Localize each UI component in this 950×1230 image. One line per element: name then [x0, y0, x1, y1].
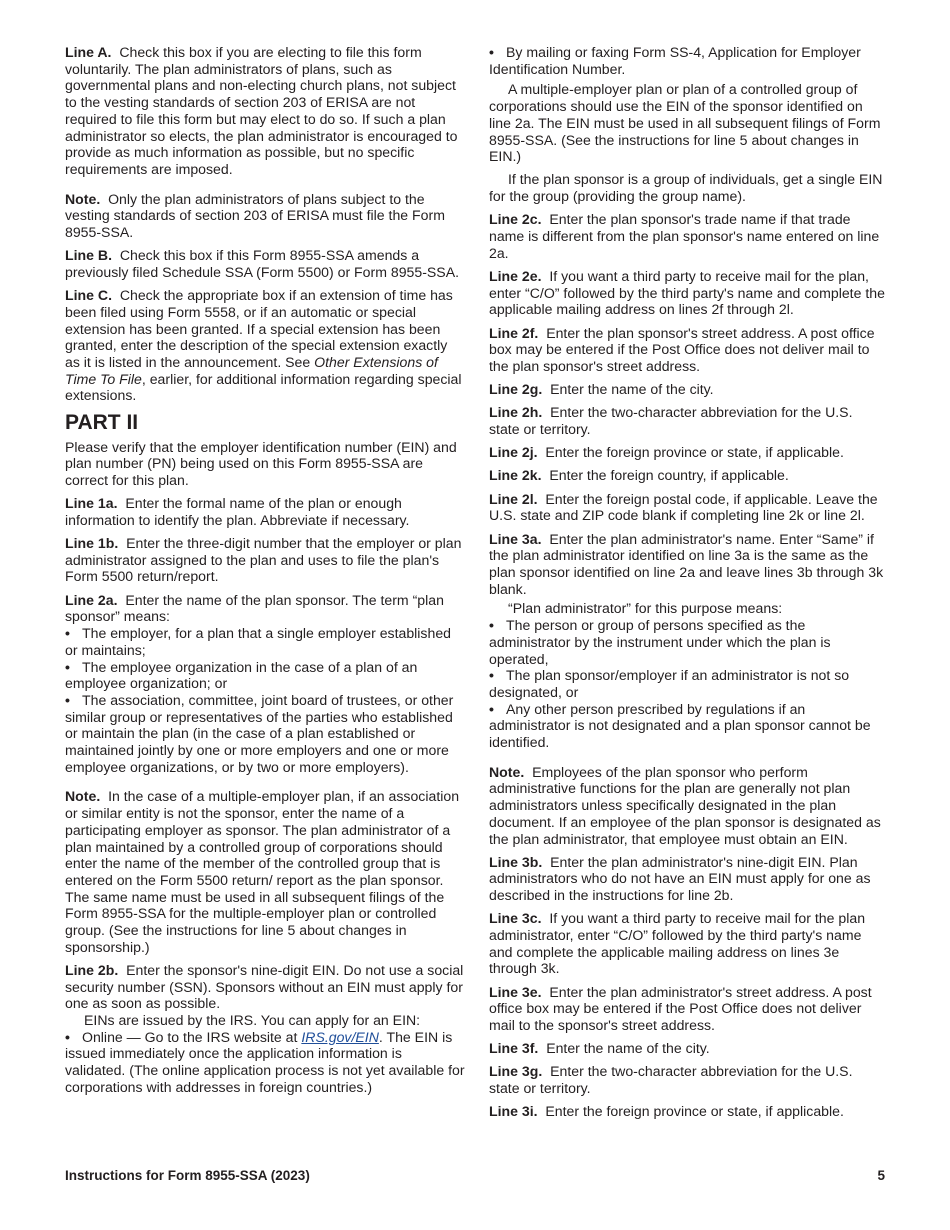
line-c: Line C. Check the appropriate box if an extension of time has been filed using Form 5558, or if an automatic or special extension has been granted. If a special extension has been granted, enter the description of the special extension exactly as it is listed in the announcement. See Other Extensions of Time To File, earlier, for additional information regarding special extensions.	[65, 287, 462, 404]
bullet-icon: •	[65, 1028, 70, 1045]
line-3b: Line 3b. Enter the plan administrator's nine-digit EIN. Plan administrators who do not have an EIN must apply for one as described in the instructions for line 2b.	[489, 853, 871, 904]
line-2c: Line 2c. Enter the plan sponsor's trade name if that trade name is different from the plan sponsor's name entered on line 2a.	[489, 211, 880, 261]
line-2a-bullet: • The employer, for a plan that a single employer established or maintains;	[65, 625, 451, 658]
ein-intro: EINs are issued by the IRS. You can apply for an EIN:	[84, 1012, 421, 1029]
line-2j: Line 2j. Enter the foreign province or state, if applicable.	[489, 444, 844, 461]
line-3a-bullet: • The person or group of persons specified as the administrator by the instrument under which the plan is operated,	[489, 617, 831, 667]
line-3a: Line 3a. Enter the plan administrator's name. Enter “Same” if the plan administrator identified on line 3a is the same as the plan sponsor identified on line 2a and leave lines 3b through 3k blank.	[489, 530, 884, 597]
page-footer	[65, 1168, 885, 1183]
line-2a-bullet: • The employee organization in the case of a plan of an employee organization; or	[65, 658, 418, 692]
line-2a: Line 2a. Enter the name of the plan sponsor. The term “plan sponsor” means:	[65, 591, 444, 625]
line-2k: Line 2k. Enter the foreign country, if applicable.	[489, 467, 789, 484]
ein-mail-bullet: • By mailing or faxing Form SS-4, Application for Employer Identification Number.	[489, 44, 861, 77]
part-ii-heading: PART II	[65, 410, 139, 434]
line-1a: Line 1a. Enter the formal name of the plan or enough information to identify the plan. Abbreviate if necessary.	[65, 495, 410, 528]
group-text: If the plan sponsor is a group of individuals, get a single EIN for the group (providing the group name).	[489, 171, 883, 205]
left-column	[65, 44, 465, 1096]
irs-ein-link[interactable]: IRS.gov/EIN	[301, 1028, 379, 1045]
line-2g: Line 2g. Enter the name of the city.	[489, 381, 714, 398]
line-3f: Line 3f. Enter the name of the city.	[489, 1040, 710, 1057]
line-3a-bullet: • The plan sponsor/employer if an administrator is not so designated, or	[489, 667, 850, 700]
note-3: Note. Employees of the plan sponsor who perform administrative functions for the plan are generally not plan administrators unless specifically designated in the plan document. If an employee of the plan sponsor is designated as the plan administrator, that employee must obtain an EIN.	[489, 763, 881, 847]
bullet-icon: •	[489, 44, 494, 60]
page-number: 5	[877, 1168, 885, 1183]
note-2: Note. In the case of a multiple-employer plan, if an association or similar entity is not the sponsor, enter the name of a participating employer as sponsor. The plan administrator of a plan maintained by a controlled group of corporations should enter the name of the member of the controlled group that is entered on the Form 5500 return/ report as the plan sponsor. The same name must be used in all subsequent filings of the Form 8955-SSA for the multiple-employer plan or controlled group. (See the instructions for line 5 about changes in sponsorship.)	[65, 788, 460, 955]
line-2a-bullet: • The association, committee, joint board of trustees, or other similar group or representatives of the parties who established or maintain the plan (in the case of a plan established or maintained jointly by one or more employers and one or more employee organizations, or by two or more employers).	[65, 691, 454, 775]
bullet-icon: •	[489, 700, 494, 717]
line-2e: Line 2e. If you want a third party to receive mail for the plan, enter “C/O” followed by the third party's name and complete the applicable mailing address on lines 2f through 2l.	[489, 267, 885, 318]
line-a: Line A. Check this box if you are electing to file this form voluntarily. The plan administrators of plans, such as governmental plans and non-electing church plans, not subject to the vesting standards of section 203 of ERISA are not required to file this form but may elect to do so. If such a plan administrator so elects, the plan administrator is encouraged to provide as much information as possible, but no specific requirements are imposed.	[65, 44, 458, 177]
multi-employer-text: A multiple-employer plan or plan of a controlled group of corporations should use the EIN of the sponsor identified on line 2a. The EIN must be used in all subsequent filings of Form 8955-SSA. (See the instructions for line 5 about changes in EIN.)	[489, 81, 881, 165]
bullet-icon: •	[65, 625, 70, 642]
line-2l: Line 2l. Enter the foreign postal code, if applicable. Leave the U.S. state and ZIP code blank if completing line 2k or line 2l.	[489, 490, 878, 524]
part-ii-intro: Please verify that the employer identification number (EIN) and plan number (PN) being used on this Form 8955-SSA are correct for this plan.	[65, 438, 457, 488]
line-b: Line B. Check this box if this Form 8955-SSA amends a previously filed Schedule SSA (Form 5500) or Form 8955-SSA.	[65, 247, 460, 280]
right-column	[489, 44, 886, 1127]
line-3c: Line 3c. If you want a third party to receive mail for the plan administrator, enter “C/O” followed by the third party's name and complete the applicable mailing address on lines 3e through 3k.	[489, 910, 866, 977]
plan-administrator-means: “Plan administrator” for this purpose means:	[508, 600, 783, 617]
line-2h: Line 2h. Enter the two-character abbreviation for the U.S. state or territory.	[489, 404, 853, 438]
bullet-icon: •	[489, 667, 494, 684]
line-3g: Line 3g. Enter the two-character abbreviation for the U.S. state or territory.	[489, 1063, 853, 1097]
footer-title: Instructions for Form 8955-SSA (2023)	[65, 1168, 310, 1183]
line-1b: Line 1b. Enter the three-digit number that the employer or plan administrator assigned to the plan and uses to file the plan's Form 5500 return/report.	[65, 535, 462, 585]
note-1: Note. Only the plan administrators of plans subject to the vesting standards of section 203 of ERISA must file the Form 8955-SSA.	[65, 190, 445, 241]
line-3i: Line 3i. Enter the foreign province or state, if applicable.	[489, 1103, 844, 1120]
line-3a-bullet: • Any other person prescribed by regulations if an administrator is not designated and a plan sponsor cannot be identified.	[489, 700, 871, 751]
bullet-icon: •	[65, 691, 70, 708]
bullet-icon: •	[65, 658, 70, 675]
bullet-icon: •	[489, 617, 494, 634]
line-2f: Line 2f. Enter the plan sponsor's street address. A post office box may be entered if the Post Office does not deliver mail to the plan sponsor's street address.	[489, 324, 875, 374]
line-2b: Line 2b. Enter the sponsor's nine-digit EIN. Do not use a social security number (SSN). Sponsors without an EIN must apply for one as soon as possible.	[65, 961, 464, 1012]
ein-online-bullet: • Online — Go to the IRS website at IRS.gov/EIN. The EIN is issued immediately once the application information is validated. (The online application process is not yet available for corporations with addresses in foreign countries.)	[65, 1028, 465, 1095]
line-3e: Line 3e. Enter the plan administrator's street address. A post office box may be entered if the Post Office does not deliver mail to the sponsor's street address.	[489, 983, 872, 1034]
extensions-reference: Other Extensions of Time To File	[65, 353, 438, 387]
